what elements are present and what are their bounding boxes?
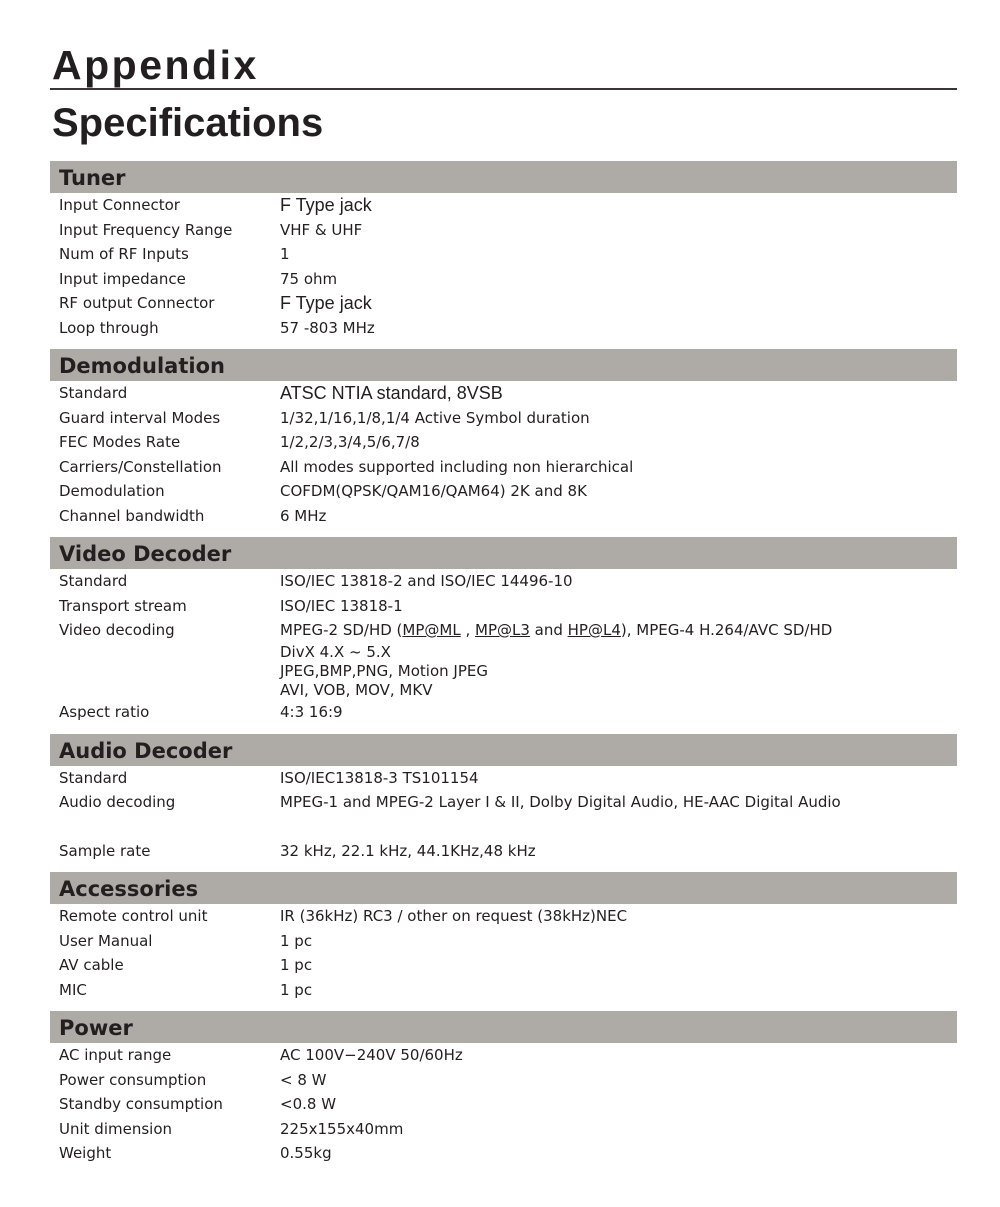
section-rows [50,1043,957,1166]
spec-value-line: 6 MHz [280,506,327,525]
spec-row [50,1117,957,1142]
heading-divider [50,88,957,90]
spec-row [50,291,957,316]
spec-row [50,504,957,529]
spec-label: Demodulation [59,482,165,500]
text-segment: MPEG-2 SD/HD ( [280,621,403,639]
spec-row [50,316,957,341]
spec-value-line: 1 [280,245,290,263]
spec-value-line: ATSC NTIA standard, 8VSB [280,383,503,403]
spec-label: Input impedance [59,269,186,288]
spec-value [280,1092,336,1117]
section-video-decoder [50,537,957,725]
spec-value [280,316,375,341]
spec-value-line: AVI, VOB, MOV, MKV [280,681,433,700]
spec-value-line: 0.55kg [280,1144,332,1163]
spec-value [280,700,343,725]
spec-value-line: JPEG,BMP,PNG, Motion JPEG [280,661,489,680]
spec-label: Video decoding [59,621,175,639]
spec-value [280,1117,403,1142]
spec-value [280,594,403,619]
spec-label: Input Frequency Range [59,220,233,239]
spec-label: Aspect ratio [59,703,150,722]
spec-value-line: 1 pc [280,980,313,999]
spec-value [280,479,587,504]
spec-row [50,1092,957,1117]
spec-label: Carriers/Constellation [59,457,222,476]
spec-value-line: < 8 W [280,1070,327,1089]
spec-label: Channel bandwidth [59,506,205,525]
spec-value [280,381,503,406]
spec-value [280,1068,326,1093]
spec-label: Transport stream [59,596,187,615]
profile-term: MP@ML [402,621,461,639]
spec-value [280,978,312,1003]
spec-label: Standard [59,384,128,402]
spec-value [280,569,573,594]
spec-value-line: F Type jack [280,195,372,215]
spec-value-line: AC 100V−240V 50/60Hz [280,1046,463,1065]
spec-value [280,430,420,455]
spec-label: Loop through [59,318,159,337]
spec-row [50,1141,957,1166]
spec-value-line: 1 pc [280,931,313,950]
spec-value [280,618,832,700]
spec-value [280,929,312,954]
section-rows [50,904,957,1002]
spec-value [280,455,633,480]
section-header-video-decoder: Video Decoder [50,537,957,569]
spec-label: Unit dimension [59,1119,173,1138]
section-demodulation [50,349,957,528]
spec-value [280,839,536,864]
section-tuner [50,161,957,340]
spec-row [50,455,957,480]
section-accessories [50,872,957,1002]
spec-row [50,978,957,1003]
spec-value-line: 75 ohm [280,269,338,288]
spec-value [280,406,590,431]
spec-value-line: 225x155x40mm [280,1119,404,1138]
spec-value-line [280,618,832,643]
spec-row [50,569,957,594]
spec-value-line: IR (36kHz) RC3 / other on request (38kHz)NEC [280,907,628,926]
spec-row [50,929,957,954]
spec-value-line: ISO/IEC 13818-1 [280,596,403,615]
spec-value [280,267,337,292]
spec-value-line: ISO/IEC13818-3 TS101154 [280,768,479,787]
spec-label: Input Connector [59,196,180,214]
section-header-tuner: Tuner [50,161,957,193]
spec-label: MIC [59,980,87,999]
spec-value [280,242,290,267]
section-header-audio-decoder: Audio Decoder [50,734,957,766]
spec-label: AV cable [59,956,124,975]
spec-value [280,904,627,929]
appendix-heading: Appendix [52,42,259,88]
spec-row [50,839,957,864]
spec-value [280,291,372,316]
section-rows [50,766,957,864]
spec-row [50,594,957,619]
spec-label: Audio decoding [59,793,176,812]
spec-label: Guard interval Modes [59,408,221,427]
section-rows [50,381,957,528]
spec-label: Remote control unit [59,907,208,926]
spec-row [50,618,957,700]
profile-term: MP@L3 [475,621,530,639]
spec-row [50,267,957,292]
spec-row [50,218,957,243]
spec-label: Num of RF Inputs [59,245,189,263]
text-segment: , [460,621,475,639]
section-power [50,1011,957,1166]
spec-value-line: 1/2,2/3,3/4,5/6,7/8 [280,433,420,451]
specifications-table [50,161,957,1175]
spec-value [280,193,372,218]
spec-value-line: 1 pc [280,956,313,975]
spec-label: Standby consumption [59,1095,223,1114]
spec-row [50,193,957,218]
spec-label: AC input range [59,1046,172,1065]
spec-row [50,430,957,455]
spec-value-line: <0.8 W [280,1095,337,1114]
spec-label: Standard [59,768,128,787]
spec-value [280,790,841,839]
spec-label: Weight [59,1144,112,1163]
spec-value-line: MPEG-1 and MPEG-2 Layer I & II, Dolby Digital Audio, HE-AAC Digital Audio [280,793,841,812]
section-audio-decoder [50,734,957,864]
spec-value-line: 32 kHz, 22.1 kHz, 44.1KHz,48 kHz [280,841,536,860]
section-rows [50,193,957,340]
spec-value [280,218,362,243]
spec-value-line [280,815,841,839]
spec-label: Sample rate [59,841,151,860]
spec-value-line: All modes supported including non hierarchical [280,457,634,476]
spec-row [50,479,957,504]
spec-value-line: 57 -803 MHz [280,318,375,337]
spec-value [280,953,312,978]
spec-value-line: F Type jack [280,293,372,313]
spec-row [50,381,957,406]
spec-label: Standard [59,572,128,590]
section-header-accessories: Accessories [50,872,957,904]
spec-value-line: DivX 4.X ~ 5.X [280,642,391,661]
spec-value-line: COFDM(QPSK/QAM16/QAM64) 2K and 8K [280,482,587,500]
spec-value [280,766,479,791]
page-title: Specifications [52,101,324,145]
spec-value-line: VHF & UHF [280,220,363,239]
spec-row [50,904,957,929]
spec-value [280,1043,463,1068]
spec-value-line: ISO/IEC 13818-2 and ISO/IEC 14496-10 [280,572,573,590]
spec-value [280,504,326,529]
profile-term: HP@L4 [567,621,621,639]
text-segment: and [529,621,568,639]
spec-row [50,700,957,725]
spec-value-line: 1/32,1/16,1/8,1/4 Active Symbol duration [280,408,590,427]
spec-row [50,1068,957,1093]
spec-label: RF output Connector [59,294,215,312]
text-segment: ), MPEG-4 H.264/AVC SD/HD [620,621,833,639]
spec-row [50,766,957,791]
section-header-demodulation: Demodulation [50,349,957,381]
spec-value [280,1141,332,1166]
spec-value-line: 4:3 16:9 [280,703,343,722]
spec-row [50,953,957,978]
spec-row [50,406,957,431]
spec-label: User Manual [59,931,153,950]
spec-label: Power consumption [59,1070,207,1089]
spec-row [50,242,957,267]
section-rows [50,569,957,725]
section-header-power: Power [50,1011,957,1043]
spec-label: FEC Modes Rate [59,433,181,451]
spec-row [50,790,957,839]
spec-row [50,1043,957,1068]
